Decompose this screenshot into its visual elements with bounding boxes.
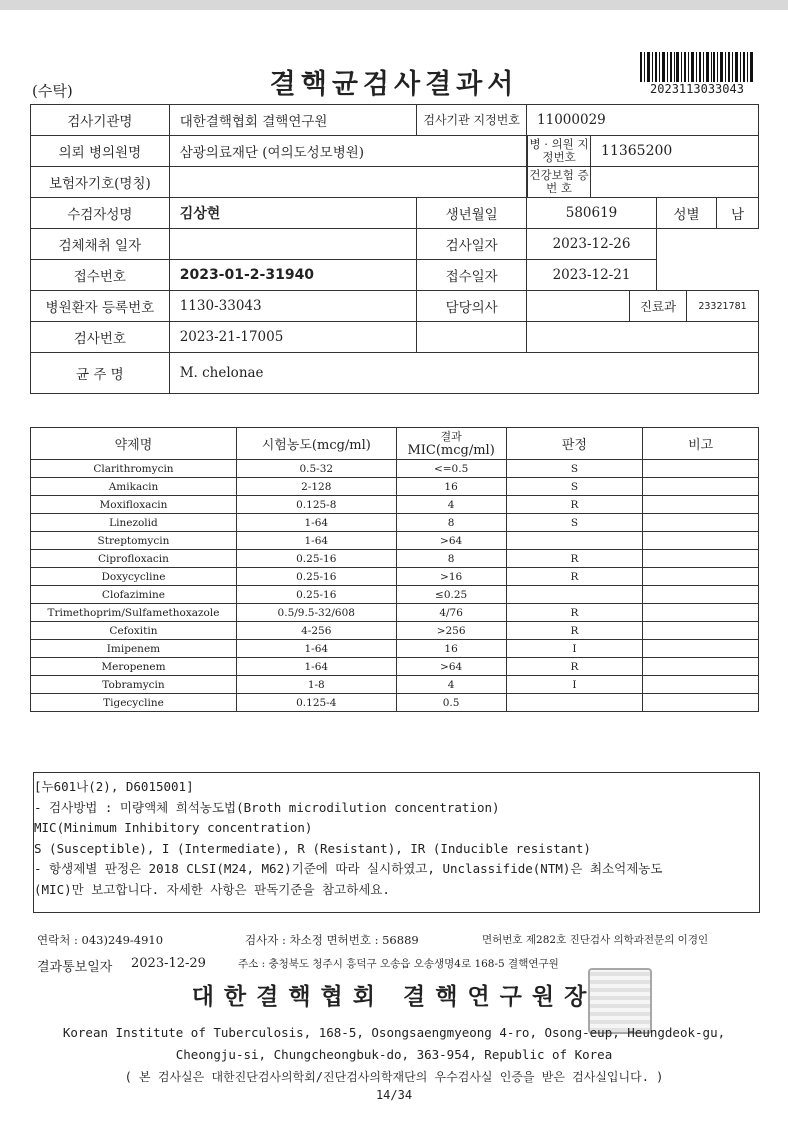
insured-label: 보험자기호(명칭) (31, 167, 170, 198)
specialist: 면허번호 제282호 진단검사 의학과전문의 이경인 (482, 934, 709, 946)
hospital-id: 11365200 (601, 143, 673, 159)
drug-cell-interp: R (506, 568, 643, 586)
drug-cell-interp: R (506, 604, 643, 622)
drug-cell-note (643, 496, 759, 514)
drug-row (31, 478, 759, 496)
species-value: M. chelonae (169, 353, 758, 394)
drug-row (31, 604, 759, 622)
drug-cell-range: 1-64 (236, 514, 396, 532)
drug-cell-drug: Linezolid (31, 514, 237, 532)
drug-row (31, 496, 759, 514)
dept-label: 진료과 (630, 291, 687, 321)
drug-cell-note (643, 604, 759, 622)
receipt-no: 2023-01-2-31940 (169, 260, 417, 291)
drug-cell-interp: R (506, 550, 643, 568)
empty-cell (657, 260, 759, 291)
drug-cell-interp: I (506, 676, 643, 694)
notify-date: 2023-12-29 (131, 956, 206, 971)
col-mic-top: 결과 (440, 429, 462, 443)
org-name: 대한결핵협회 결핵연구원장 (191, 984, 597, 1010)
drug-row (31, 622, 759, 640)
drug-cell-drug: Cefoxitin (31, 622, 237, 640)
test-date-label: 검사일자 (417, 229, 527, 260)
drug-cell-drug: Moxifloxacin (31, 496, 237, 514)
drug-row (31, 550, 759, 568)
dept-value: 23321781 (698, 300, 747, 312)
drug-row (31, 694, 759, 712)
collect-value (169, 229, 417, 260)
drug-cell-range: 0.25-16 (236, 586, 396, 604)
empty-cell (657, 229, 759, 260)
drug-cell-range: 0.5-32 (236, 460, 396, 478)
col-drug: 약제명 (31, 428, 237, 460)
drug-cell-interp: R (506, 658, 643, 676)
drug-cell-mic: <=0.5 (396, 460, 506, 478)
drug-cell-mic: >64 (396, 658, 506, 676)
sex-label: 성별 (657, 198, 717, 229)
col-mic (396, 428, 506, 460)
note-line: - 항생제별 판정은 2018 CLSI(M24, M62)기준에 따라 실시하였고, Unclassifide(NTM)은 최소억제농도 (34, 861, 663, 876)
drug-cell-mic: 4/76 (396, 604, 506, 622)
lab-id: 11000029 (527, 105, 759, 136)
drug-row (31, 676, 759, 694)
note-line: (MIC)만 보고합니다. 자세한 사항은 판독기준을 참고하세요. (34, 881, 390, 897)
drug-cell-mic: >256 (396, 622, 506, 640)
patient-name: 김상현 (169, 198, 417, 229)
lab-name-label: 검사기관명 (31, 105, 170, 136)
drug-cell-drug: Amikacin (31, 478, 237, 496)
drug-cell-drug: Clofazimine (31, 586, 237, 604)
hospital-label: 의뢰 병의원명 (31, 136, 170, 167)
contact: 연락처 : 043)249-4910 (37, 933, 164, 947)
drug-row (31, 586, 759, 604)
drug-cell-note (643, 658, 759, 676)
drug-cell-range: 2-128 (236, 478, 396, 496)
address-en-1: Korean Institute of Tuberculosis, 168-5, Osongsaengmyeong 4-ro, Osong-eup, Heungdeok-gu, (62, 1025, 726, 1040)
test-date: 2023-12-26 (527, 229, 657, 260)
col-range: 시험농도(mcg/ml) (236, 428, 396, 460)
receipt-no-label: 접수번호 (31, 260, 170, 291)
drug-cell-interp: S (506, 460, 643, 478)
drug-cell-note (643, 586, 759, 604)
reg-no: 1130-33043 (169, 291, 417, 322)
drug-cell-note (643, 532, 759, 550)
drug-cell-mic: >16 (396, 568, 506, 586)
birth-label: 생년월일 (417, 198, 527, 229)
note-line: [누601나(2), D6015001] (34, 779, 194, 794)
hospital-id-label: 병 · 의원 지정번호 (527, 136, 591, 166)
collect-label: 검체채취 일자 (31, 229, 170, 260)
drug-cell-range: 0.125-4 (236, 694, 396, 712)
drug-cell-range: 4-256 (236, 622, 396, 640)
drug-cell-interp (506, 694, 643, 712)
drug-cell-drug: Tobramycin (31, 676, 237, 694)
drug-cell-mic: 4 (396, 496, 506, 514)
drug-row (31, 640, 759, 658)
drug-cell-note (643, 694, 759, 712)
drug-cell-note (643, 550, 759, 568)
notify-label: 결과통보일자 (37, 960, 113, 975)
address-kr: 주소 : 충청북도 청주시 흥덕구 오송읍 오송생명4로 168-5 결핵연구원 (238, 958, 559, 970)
drug-cell-range: 0.125-8 (236, 496, 396, 514)
receipt-date: 2023-12-21 (527, 260, 657, 291)
health-id-label: 건강보험 증 번 호 (527, 167, 591, 197)
tester: 검사자 : 차소정 면허번호 : 56889 (245, 933, 419, 947)
drug-cell-note (643, 622, 759, 640)
drug-cell-range: 0.25-16 (236, 568, 396, 586)
drug-cell-mic: ≤0.25 (396, 586, 506, 604)
receipt-date-label: 접수일자 (417, 260, 527, 291)
drug-row (31, 568, 759, 586)
insured-value (169, 167, 526, 198)
hospital-name: 삼광의료재단 (여의도성모병원) (169, 136, 526, 167)
info-table (30, 104, 759, 394)
drug-cell-drug: Tigecycline (31, 694, 237, 712)
certification-note: ( 본 검사실은 대한진단검사의학회/진단검사의학재단의 우수검사실 인증을 받은 검사실입니다. ) (124, 1070, 664, 1084)
document-title: 결핵균검사결과서 (269, 69, 519, 100)
col-interp: 판정 (506, 428, 643, 460)
drug-cell-mic: 16 (396, 640, 506, 658)
drug-cell-note (643, 478, 759, 496)
reg-no-label: 병원환자 등록번호 (31, 291, 170, 322)
note-line: - 검사방법 : 미량액체 희석농도법(Broth microdilution concentration) (34, 799, 500, 815)
drug-cell-mic: 16 (396, 478, 506, 496)
doctor-value (527, 291, 630, 321)
lab-id-label: 검사기관 지정번호 (417, 105, 527, 136)
page-number: 14/34 (375, 1088, 413, 1102)
empty-cell (527, 322, 759, 353)
drug-cell-drug: Ciprofloxacin (31, 550, 237, 568)
sex-value: 남 (716, 198, 758, 229)
drug-cell-note (643, 676, 759, 694)
drug-cell-drug: Doxycycline (31, 568, 237, 586)
drug-row (31, 532, 759, 550)
note-line: MIC(Minimum Inhibitory concentration) (34, 820, 313, 835)
barcode-number: 2023113033043 (650, 82, 744, 96)
drug-cell-drug: Imipenem (31, 640, 237, 658)
drug-cell-range: 1-8 (236, 676, 396, 694)
barcode-icon (640, 52, 754, 82)
drug-cell-note (643, 568, 759, 586)
drug-cell-interp: S (506, 514, 643, 532)
drug-table (30, 427, 759, 712)
drug-cell-note (643, 460, 759, 478)
drug-cell-interp: I (506, 640, 643, 658)
note-line: S (Susceptible), I (Intermediate), R (Resistant), IR (Inducible resistant) (34, 840, 591, 856)
drug-cell-note (643, 640, 759, 658)
drug-cell-mic: >64 (396, 532, 506, 550)
drug-cell-range: 0.5/9.5-32/608 (236, 604, 396, 622)
drug-cell-interp (506, 586, 643, 604)
lab-name: 대한결핵협회 결핵연구원 (169, 105, 417, 136)
drug-cell-drug: Streptomycin (31, 532, 237, 550)
drug-row (31, 460, 759, 478)
drug-cell-mic: 8 (396, 514, 506, 532)
consignment-tag: (수탁) (32, 82, 73, 100)
species-label: 균 주 명 (31, 353, 170, 394)
drug-row (31, 658, 759, 676)
drug-cell-range: 0.25-16 (236, 550, 396, 568)
empty-cell (417, 322, 527, 353)
drug-row (31, 514, 759, 532)
drug-cell-interp (506, 532, 643, 550)
col-note: 비고 (643, 428, 759, 460)
drug-cell-mic: 0.5 (396, 694, 506, 712)
drug-cell-note (643, 514, 759, 532)
drug-cell-interp: S (506, 478, 643, 496)
address-en-2: Cheongju-si, Chungcheongbuk-do, 363-954, Republic of Korea (175, 1047, 613, 1062)
drug-cell-drug: Trimethoprim/Sulfamethoxazole (31, 604, 237, 622)
drug-cell-mic: 8 (396, 550, 506, 568)
test-no-label: 검사번호 (31, 322, 170, 353)
drug-cell-range: 1-64 (236, 640, 396, 658)
col-mic-bottom: MIC(mcg/ml) (407, 442, 495, 458)
patient-label: 수검자성명 (31, 198, 170, 229)
notes-box (33, 772, 760, 913)
drug-cell-interp: R (506, 622, 643, 640)
birth-value: 580619 (527, 198, 657, 229)
drug-cell-interp: R (506, 496, 643, 514)
drug-cell-range: 1-64 (236, 532, 396, 550)
drug-cell-mic: 4 (396, 676, 506, 694)
test-no: 2023-21-17005 (169, 322, 417, 353)
doctor-label: 담당의사 (417, 291, 527, 322)
drug-cell-drug: Meropenem (31, 658, 237, 676)
drug-cell-range: 1-64 (236, 658, 396, 676)
top-bar (0, 0, 788, 10)
drug-cell-drug: Clarithromycin (31, 460, 237, 478)
